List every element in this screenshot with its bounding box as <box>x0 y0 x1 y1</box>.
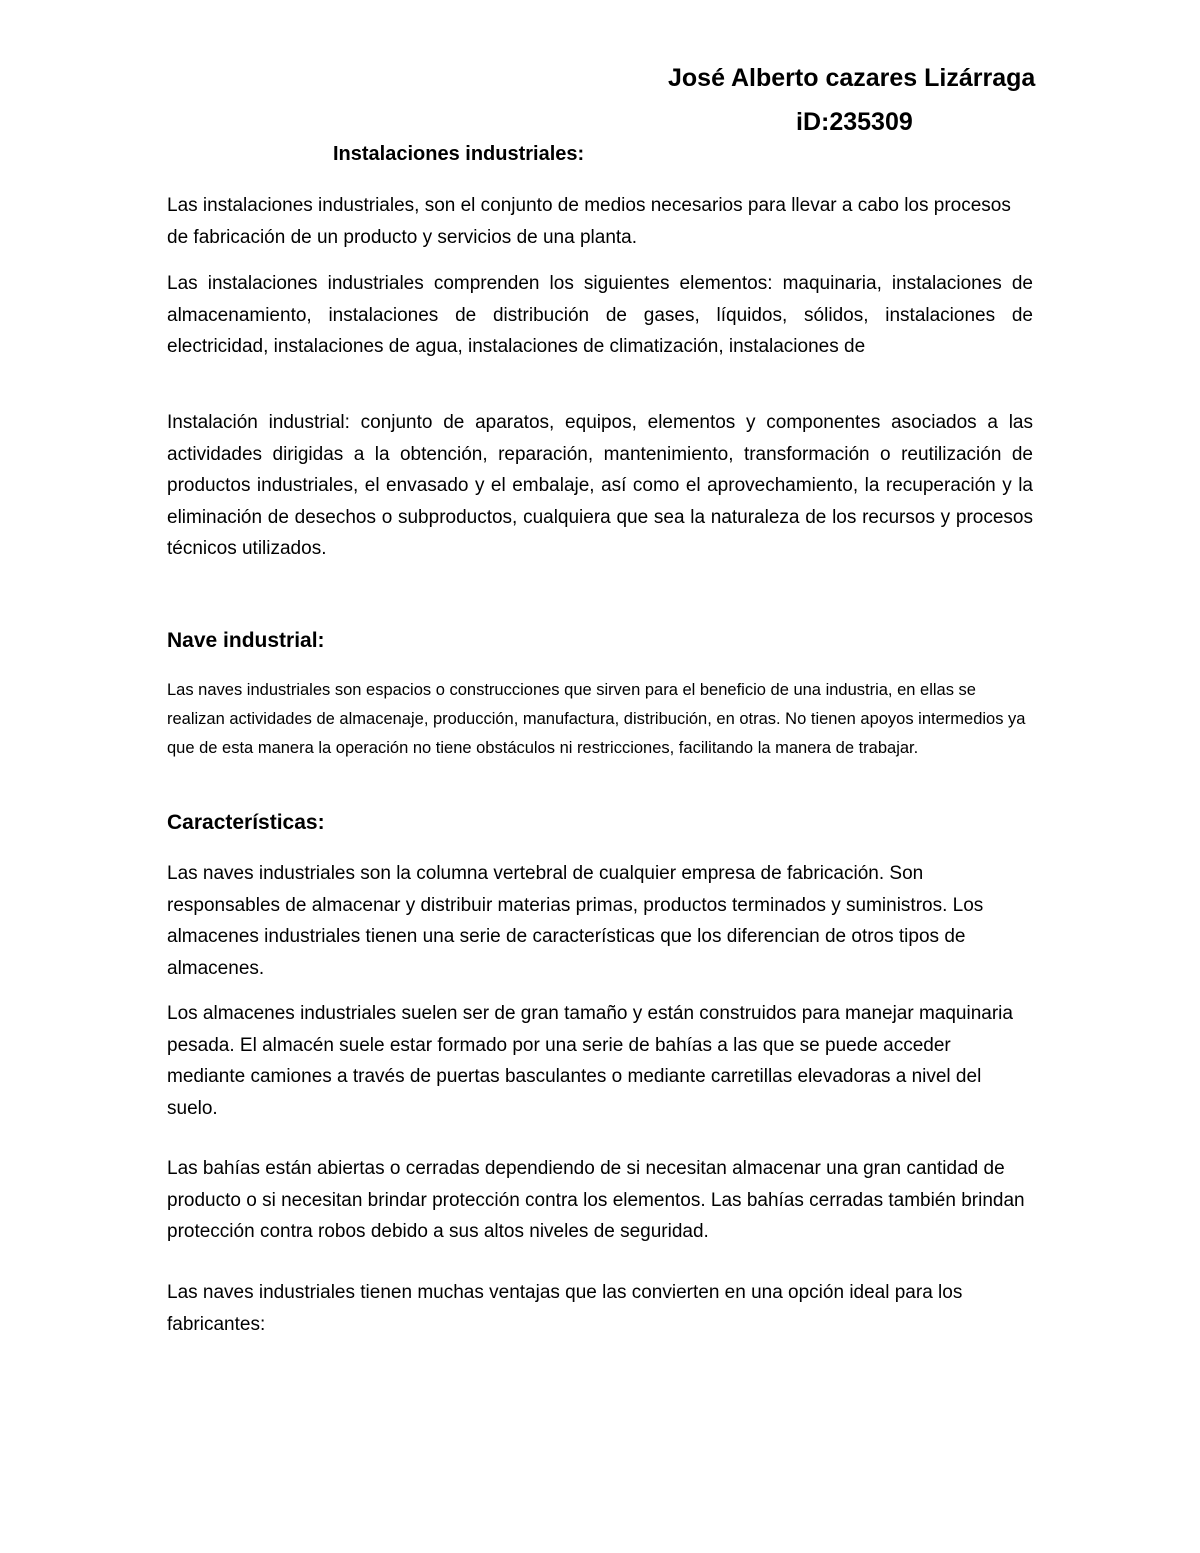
document-title: Instalaciones industriales: <box>333 143 585 165</box>
student-id: iD:235309 <box>796 108 913 136</box>
paragraph-caracteristicas-3: Las bahías están abiertas o cerradas dependiendo de si necesitan almacenar una gran cantidad de producto o si necesitan brindar protección contra los elementos. Las bahías cerradas también brindan protección contra robos debido a sus altos niveles de seguridad. <box>167 1158 1025 1242</box>
author-name: José Alberto cazares Lizárraga <box>668 64 1036 92</box>
section-caracteristicas-p2 <box>167 998 1033 1124</box>
paragraph-caracteristicas-1: Las naves industriales son la columna vertebral de cualquier empresa de fabricación. Son responsables de almacenar y distribuir materias primas, productos terminados y suministros. Los almacenes industriales tienen una serie de características que los diferencian de otros tipos de almacenes. <box>167 863 984 979</box>
heading-nave-industrial: Nave industrial: <box>167 629 325 652</box>
section-caracteristicas <box>167 811 1033 835</box>
paragraph-definition: Las instalaciones industriales, son el conjunto de medios necesarios para llevar a cabo los procesos de fabricación de un producto y servicios de una planta. <box>167 195 1011 248</box>
paragraph-caracteristicas-2: Los almacenes industriales suelen ser de gran tamaño y están construidos para manejar maquinaria pesada. El almacén suele estar formado por una serie de bahías a las que se puede acceder mediante camiones a través de puertas basculantes o mediante carretillas elevadoras a nivel del suelo. <box>167 1003 1013 1119</box>
paragraph-elements: Las instalaciones industriales comprenden los siguientes elementos: maquinaria, instalaciones de almacenamiento, instalaciones de distribución de gases, líquidos, sólidos, instalaciones de electricidad, instalaciones de agua, instalaciones de climatización, instalaciones de <box>167 273 1033 357</box>
section-installation-definition <box>167 407 1033 565</box>
section-elements <box>167 268 1033 363</box>
section-nave <box>167 629 1033 653</box>
section-instalaciones <box>167 190 1033 253</box>
paragraph-nave-industrial: Las naves industriales son espacios o construcciones que sirven para el beneficio de una industria, en ellas se realizan actividades de almacenaje, producción, manufactura, distribución, en otras. No tienen apoyos intermedios ya que de esta manera la operación no tiene obstáculos ni restricciones, facilitando la manera de trabajar. <box>167 681 1026 757</box>
paragraph-caracteristicas-4: Las naves industriales tienen muchas ventajas que las convierten en una opción ideal para los fabricantes: <box>167 1282 963 1335</box>
section-nave-body <box>167 676 1033 763</box>
section-caracteristicas-p1 <box>167 858 1033 984</box>
paragraph-installation-definition: Instalación industrial: conjunto de aparatos, equipos, elementos y componentes asociados a las actividades dirigidas a la obtención, reparación, mantenimiento, transformación o reutilización de productos industriales, el envasado y el embalaje, así como el aprovechamiento, la recuperación y la eliminación de desechos o subproductos, cualquiera que sea la naturaleza de los recursos y procesos técnicos utilizados. <box>167 412 1033 559</box>
heading-caracteristicas: Características: <box>167 811 325 834</box>
section-caracteristicas-p4 <box>167 1277 1033 1340</box>
section-caracteristicas-p3 <box>167 1153 1033 1248</box>
